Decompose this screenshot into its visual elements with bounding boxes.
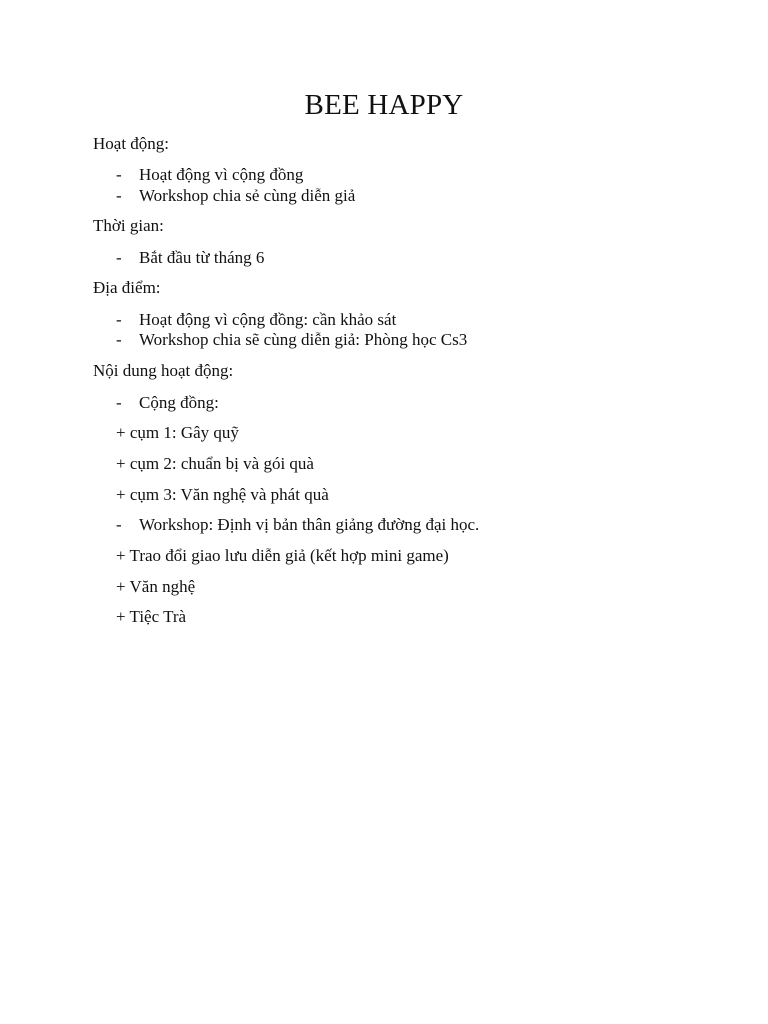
list-item-community: Cộng đồng:: [139, 393, 219, 412]
list-item: Hoạt động vì cộng đồng: cần khảo sát: [139, 310, 397, 329]
sub-list-item: + Văn nghệ: [116, 577, 196, 596]
bullet-marker: -: [116, 393, 122, 412]
section-heading-location: Địa điểm:: [93, 278, 161, 297]
sub-list-item: + Tiệc Trà: [116, 607, 187, 626]
list-item: Workshop chia sẽ cùng diễn giả: Phòng học Cs3: [139, 330, 468, 349]
bullet-marker: -: [116, 186, 122, 205]
list-item-workshop: Workshop: Định vị bản thân giảng đường đại học.: [139, 515, 480, 534]
section-heading-content: Nội dung hoạt động:: [93, 361, 234, 380]
bullet-marker: -: [116, 165, 122, 184]
sub-list-item: + cụm 3: Văn nghệ và phát quà: [116, 485, 329, 504]
bullet-marker: -: [116, 330, 122, 349]
bullet-marker: -: [116, 515, 122, 534]
list-item: Hoạt động vì cộng đồng: [139, 165, 304, 184]
list-item: Workshop chia sẻ cùng diễn giả: [139, 186, 356, 205]
sub-list-item: + cụm 2: chuẩn bị và gói quà: [116, 454, 314, 473]
bullet-marker: -: [116, 248, 122, 267]
sub-list-item: + cụm 1: Gây quỹ: [116, 423, 239, 442]
document-title: BEE HAPPY: [304, 89, 464, 121]
list-item: Bắt đầu từ tháng 6: [139, 248, 265, 267]
bullet-marker: -: [116, 310, 122, 329]
section-heading-time: Thời gian:: [93, 216, 164, 235]
sub-list-item: + Trao đổi giao lưu diễn giả (kết hợp mini game): [116, 546, 449, 565]
section-heading-activities: Hoạt động:: [93, 134, 170, 153]
